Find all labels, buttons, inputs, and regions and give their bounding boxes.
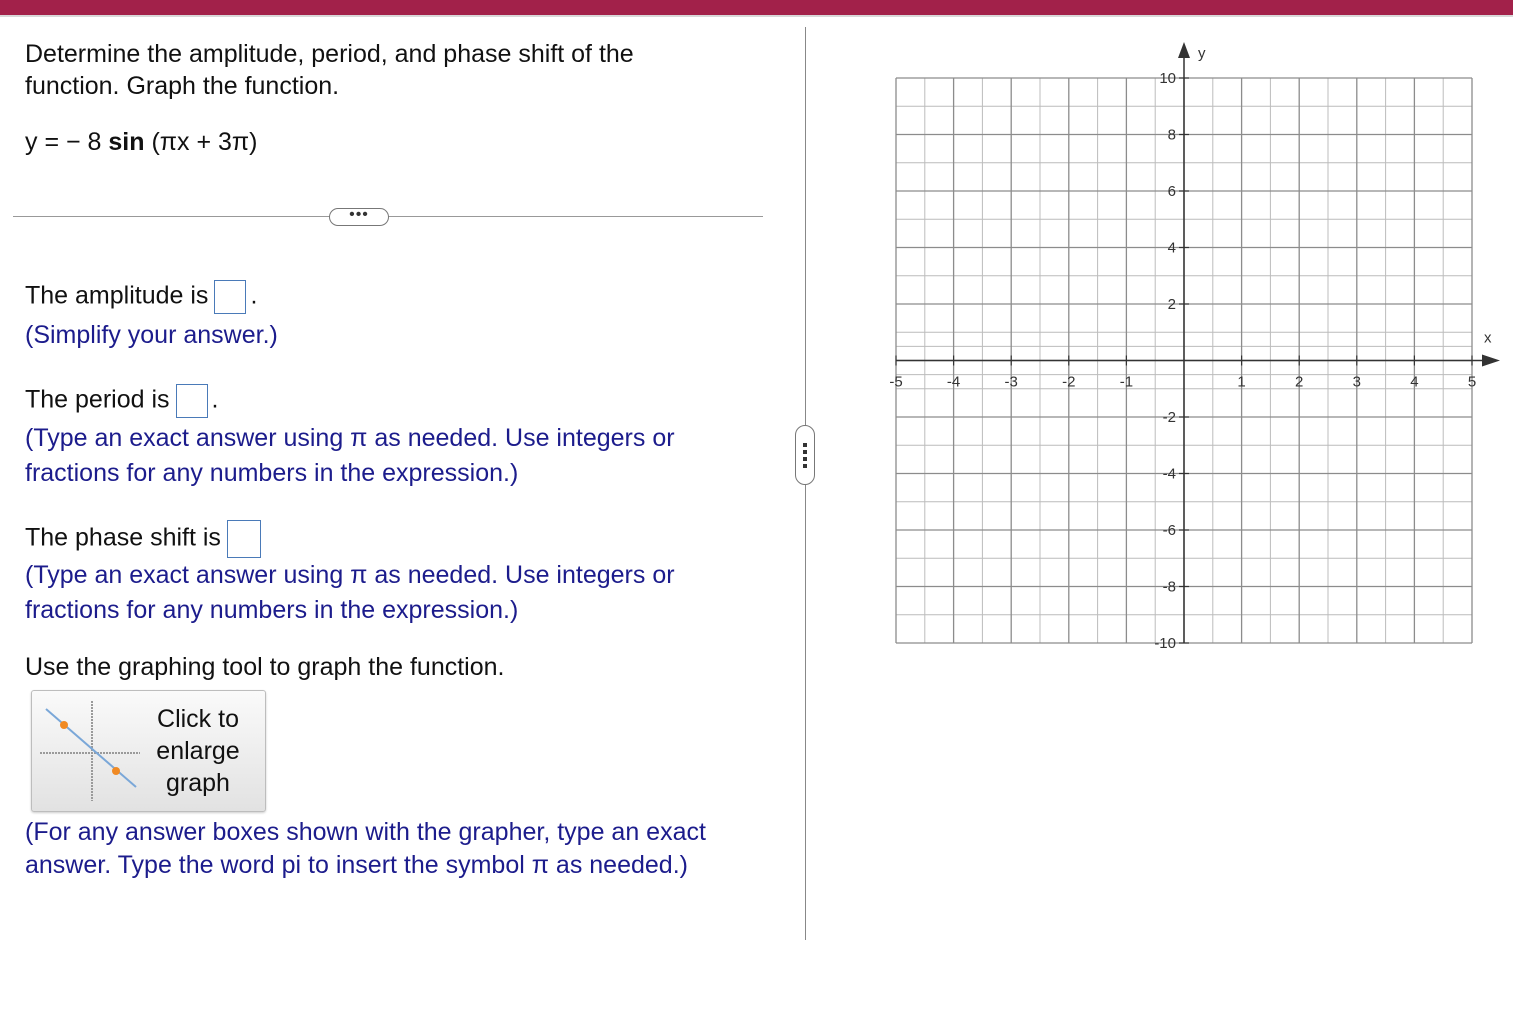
- equation-prefix: y = − 8: [25, 128, 109, 156]
- x-tick-label: 3: [1352, 373, 1361, 391]
- phase-shift-hint: (Type an exact answer using π as needed. Use integers or fractions for any numbers in the expression.): [25, 561, 675, 624]
- grapher-note: (For any answer boxes shown with the grapher, type an exact answer. Type the word pi to insert the symbol π as needed.): [25, 818, 706, 879]
- y-tick-label: 6: [1167, 183, 1176, 200]
- x-axis-label: x: [1484, 329, 1492, 347]
- x-tick-label: 5: [1467, 373, 1477, 391]
- x-tick-label: -4: [946, 373, 961, 391]
- amplitude-suffix: .: [250, 281, 258, 310]
- period-hint: (Type an exact answer using π as needed. Use integers or fractions for any numbers in the expression.): [25, 424, 675, 487]
- y-tick-label: -8: [1162, 578, 1176, 596]
- y-tick-label: -4: [1162, 465, 1176, 483]
- coordinate-graph[interactable]: [850, 40, 1500, 660]
- period-answer-box[interactable]: [176, 384, 208, 418]
- graph-thumbnail-icon: [40, 701, 140, 801]
- enlarge-graph-button[interactable]: [31, 690, 266, 812]
- equation-argument: (πx + 3π): [144, 128, 258, 156]
- period-suffix: .: [211, 385, 219, 414]
- x-tick-label: 2: [1295, 373, 1304, 391]
- x-tick-label: -1: [1119, 373, 1134, 391]
- top-banner: [0, 0, 1513, 15]
- pane-resize-handle[interactable]: [795, 425, 815, 485]
- x-tick-label: -2: [1062, 373, 1076, 391]
- y-tick-label: -6: [1162, 522, 1176, 539]
- equation-func: sin: [108, 128, 145, 156]
- graph-instruction: Use the graphing tool to graph the function.: [25, 653, 505, 681]
- y-tick-label: -10: [1154, 635, 1176, 652]
- x-tick-label: -3: [1004, 373, 1018, 391]
- y-tick-label: -2: [1162, 409, 1176, 426]
- amplitude-answer-box[interactable]: [214, 280, 246, 314]
- amplitude-label: The amplitude is: [25, 281, 209, 310]
- phase-shift-answer-box[interactable]: [227, 520, 261, 558]
- enlarge-graph-label: Click to enlarge graph: [156, 705, 240, 797]
- amplitude-row: [25, 280, 257, 314]
- function-equation: [25, 128, 258, 157]
- x-tick-label: -5: [889, 373, 903, 391]
- y-tick-label: 4: [1167, 239, 1176, 257]
- period-row: [25, 384, 218, 418]
- x-axis-arrow: [1482, 355, 1500, 367]
- y-axis-arrow: [1178, 42, 1190, 58]
- period-label: The period is: [25, 385, 170, 414]
- x-tick-label: 4: [1410, 373, 1419, 391]
- axes: [896, 42, 1500, 643]
- y-tick-label: 2: [1167, 296, 1176, 313]
- y-axis-label: y: [1198, 45, 1206, 62]
- y-tick-label: 8: [1167, 126, 1176, 144]
- question-prompt: Determine the amplitude, period, and phase shift of the function. Graph the function.: [25, 40, 634, 100]
- phase-shift-label: The phase shift is: [25, 523, 221, 552]
- x-tick-label: 1: [1237, 373, 1246, 391]
- y-tick-label: 10: [1159, 70, 1176, 87]
- amplitude-hint: (Simplify your answer.): [25, 321, 278, 349]
- expand-more-button[interactable]: •••: [329, 208, 389, 226]
- phase-shift-row: [25, 520, 265, 558]
- top-banner-divider: [0, 15, 1513, 17]
